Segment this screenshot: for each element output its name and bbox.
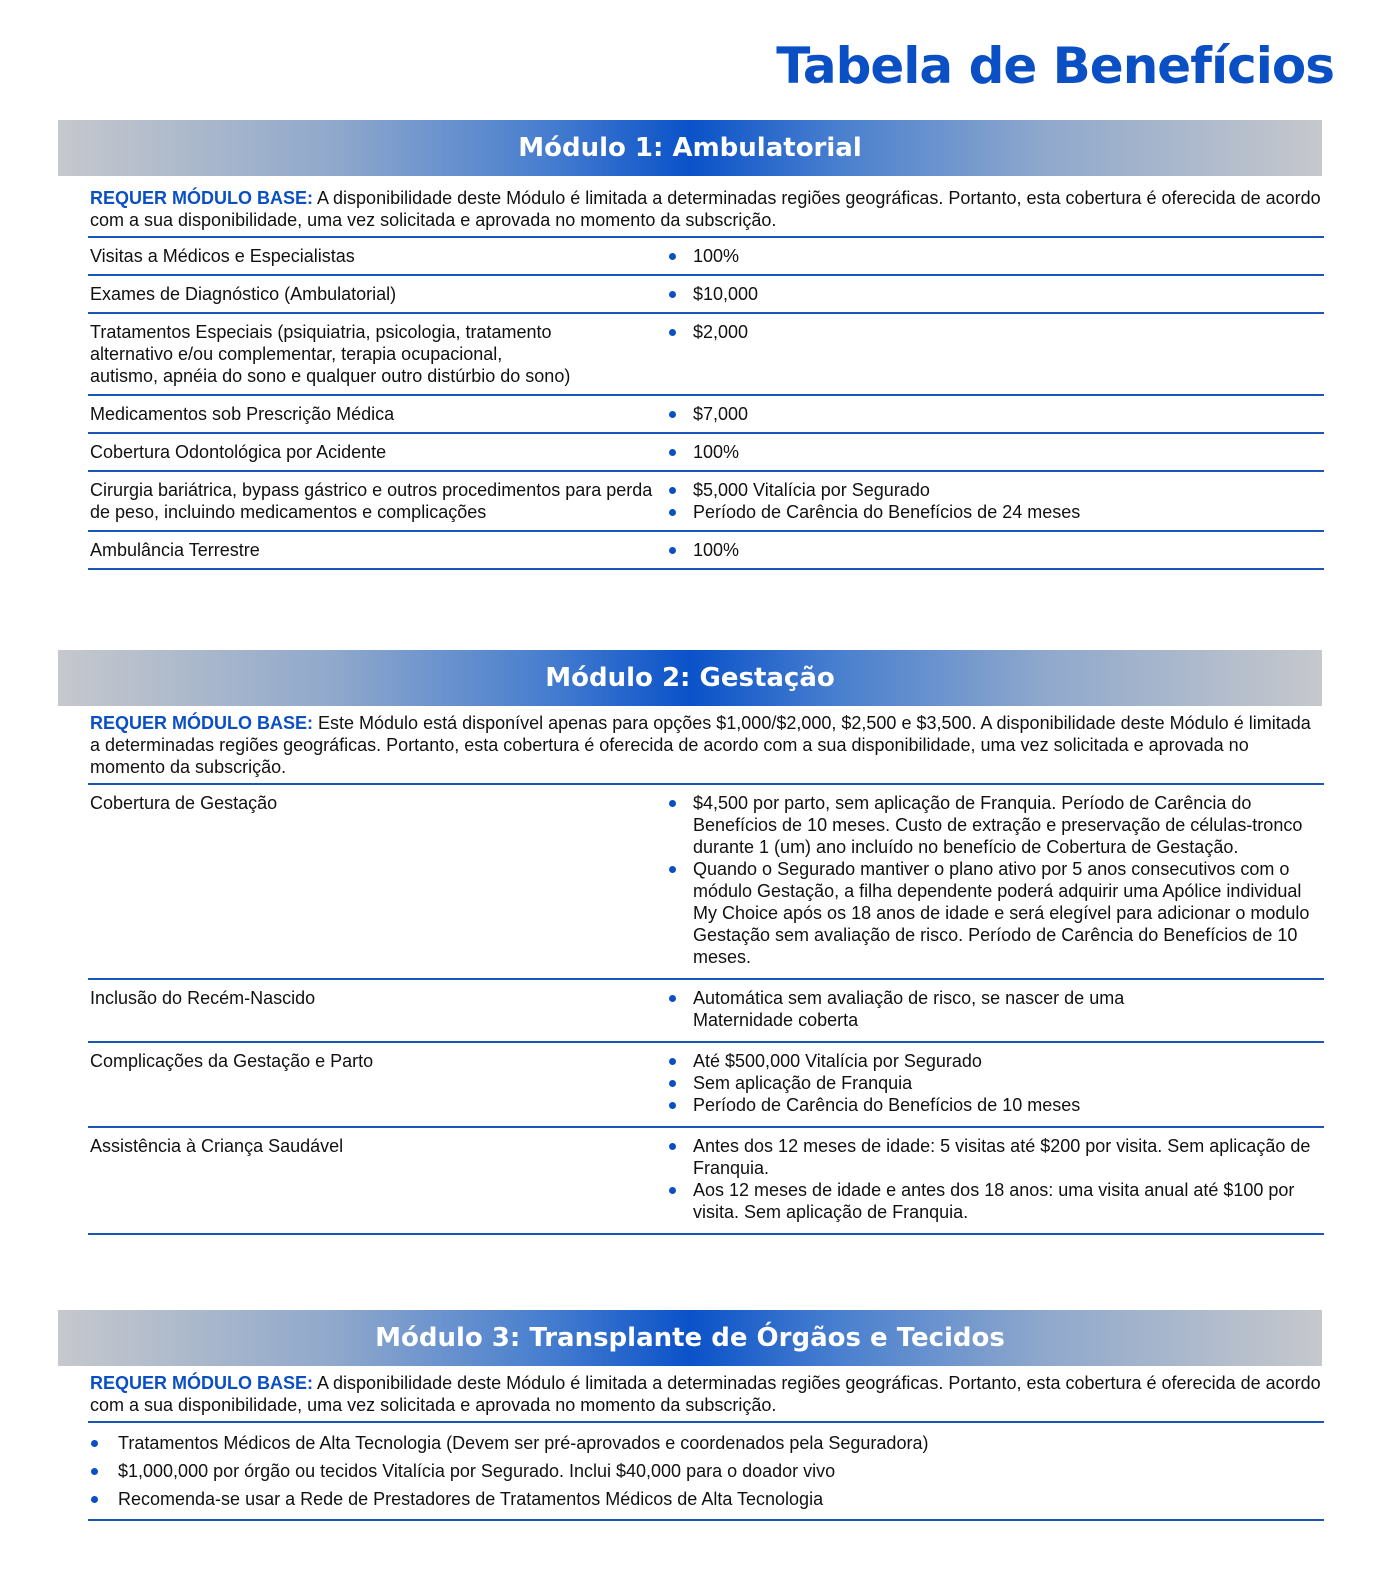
benefit-row (88, 785, 1324, 980)
benefit-values (665, 479, 1324, 523)
benefit-list (88, 1423, 1324, 1521)
benefit-row (88, 238, 1324, 276)
benefit-values (665, 441, 1324, 463)
module-body (88, 706, 1324, 1235)
benefit-label: Cirurgia bariátrica, bypass gástrico e outros procedimentos para perda de peso, incluindo medicamentos e complicações (90, 480, 653, 522)
benefit-item: Tratamentos Médicos de Alta Tecnologia (Devem ser pré-aprovados e coordenados pela Seguradora) (88, 1429, 1324, 1457)
benefit-label: Visitas a Médicos e Especialistas (90, 246, 355, 266)
benefit-label: Cobertura Odontológica por Acidente (90, 442, 387, 462)
benefit-value: Quando o Segurado mantiver o plano ativo por 5 anos consecutivos com o módulo Gestação, a filha dependente poderá adquirir uma Apólice individual My Choice após os 18 anos de idade e será elegível para adicionar o modulo Gestação sem avaliação de risco. Período de Carência do Benefícios de 10 meses. (665, 858, 1324, 968)
benefit-values (665, 1135, 1324, 1223)
requirement-text: A disponibilidade deste Módulo é limitada a determinadas regiões geográficas. Portanto, esta cobertura é oferecida de acordo com a sua disponibilidade, uma vez solicitada e aprovada no momento da subscrição. (90, 1373, 1321, 1415)
benefit-value: $4,500 por parto, sem aplicação de Franquia. Período de Carência do Benefícios de 10 meses. Custo de extração e preservação de células-tronco durante 1 (um) ano incluído no benefício de Cobertura de Gestação. (665, 792, 1324, 858)
benefit-value: $2,000 (665, 321, 1324, 343)
benefit-item: Recomenda-se usar a Rede de Prestadores de Tratamentos Médicos de Alta Tecnologia (88, 1485, 1324, 1513)
module-note (88, 1366, 1324, 1423)
benefit-label: Complicações da Gestação e Parto (90, 1051, 374, 1071)
benefit-value: $5,000 Vitalícia por Segurado (665, 479, 1324, 501)
benefit-value: 100% (665, 441, 1324, 463)
module-gestacao (58, 650, 1322, 1235)
benefit-value: Aos 12 meses de idade e antes dos 18 anos: uma visita anual até $100 por visita. Sem aplicação de Franquia. (665, 1179, 1324, 1223)
benefit-value: Automática sem avaliação de risco, se nascer de uma Maternidade coberta (665, 987, 1224, 1031)
requirement-label: REQUER MÓDULO BASE: (90, 188, 314, 208)
benefit-row (88, 1128, 1324, 1235)
requirement-label: REQUER MÓDULO BASE: (90, 1373, 314, 1393)
module-header: Módulo 2: Gestação (58, 650, 1322, 706)
benefit-row (88, 434, 1324, 472)
benefit-row (88, 532, 1324, 570)
benefit-label: Assistência à Criança Saudável (90, 1136, 344, 1156)
benefit-label: Ambulância Terrestre (90, 540, 260, 560)
module-header: Módulo 1: Ambulatorial (58, 120, 1322, 176)
benefit-value: 100% (665, 539, 1324, 561)
benefit-row (88, 314, 1324, 396)
benefit-row (88, 980, 1324, 1043)
benefit-label: Tratamentos Especiais (psiquiatria, psicologia, tratamento alternativo e/ou complementar, terapia ocupacional, autismo, apnéia do sono e qualquer outro distúrbio do sono) (90, 322, 571, 386)
benefit-value: $7,000 (665, 403, 1324, 425)
module-body (88, 1366, 1324, 1521)
benefit-row (88, 396, 1324, 434)
module-ambulatorial (58, 120, 1322, 570)
benefit-values (665, 792, 1324, 968)
benefit-row (88, 276, 1324, 314)
benefit-value: Sem aplicação de Franquia (665, 1072, 1324, 1094)
benefit-value: Até $500,000 Vitalícia por Segurado (665, 1050, 1324, 1072)
benefit-label: Inclusão do Recém-Nascido (90, 988, 316, 1008)
benefit-item: $1,000,000 por órgão ou tecidos Vitalícia por Segurado. Inclui $40,000 para o doador vivo (88, 1457, 1324, 1485)
module-note (88, 176, 1324, 238)
requirement-text: A disponibilidade deste Módulo é limitada a determinadas regiões geográficas. Portanto, esta cobertura é oferecida de acordo com a sua disponibilidade, uma vez solicitada e aprovada no momento da subscrição. (90, 188, 1321, 230)
benefit-value: Antes dos 12 meses de idade: 5 visitas até $200 por visita. Sem aplicação de Franquia. (665, 1135, 1324, 1179)
benefit-value: $10,000 (665, 283, 1324, 305)
benefit-value: 100% (665, 245, 1324, 267)
benefit-values (665, 987, 1324, 1031)
module-transplante (58, 1310, 1322, 1521)
benefit-row (88, 1043, 1324, 1128)
benefit-label: Cobertura de Gestação (90, 793, 278, 813)
benefit-values (665, 283, 1324, 305)
benefit-value: Período de Carência do Benefícios de 24 meses (665, 501, 1324, 523)
module-body (88, 176, 1324, 570)
benefit-label: Medicamentos sob Prescrição Médica (90, 404, 395, 424)
benefit-values (665, 1050, 1324, 1116)
module-note (88, 706, 1324, 785)
module-header: Módulo 3: Transplante de Órgãos e Tecidos (58, 1310, 1322, 1366)
requirement-text: Este Módulo está disponível apenas para opções $1,000/$2,000, $2,500 e $3,500. A disponibilidade deste Módulo é limitada a determinadas regiões geográficas. Portanto, esta cobertura é oferecida de acordo com a sua disponibilidade, uma vez solicitada e aprovada no momento da subscrição. (90, 713, 1311, 777)
benefit-row (88, 472, 1324, 532)
requirement-label: REQUER MÓDULO BASE: (90, 713, 314, 733)
benefit-value: Período de Carência do Benefícios de 10 meses (665, 1094, 1324, 1116)
benefit-values (665, 245, 1324, 267)
benefit-values (665, 539, 1324, 561)
benefit-values (665, 321, 1324, 387)
benefit-label: Exames de Diagnóstico (Ambulatorial) (90, 284, 397, 304)
benefit-values (665, 403, 1324, 425)
page-title: Tabela de Benefícios (776, 37, 1334, 95)
